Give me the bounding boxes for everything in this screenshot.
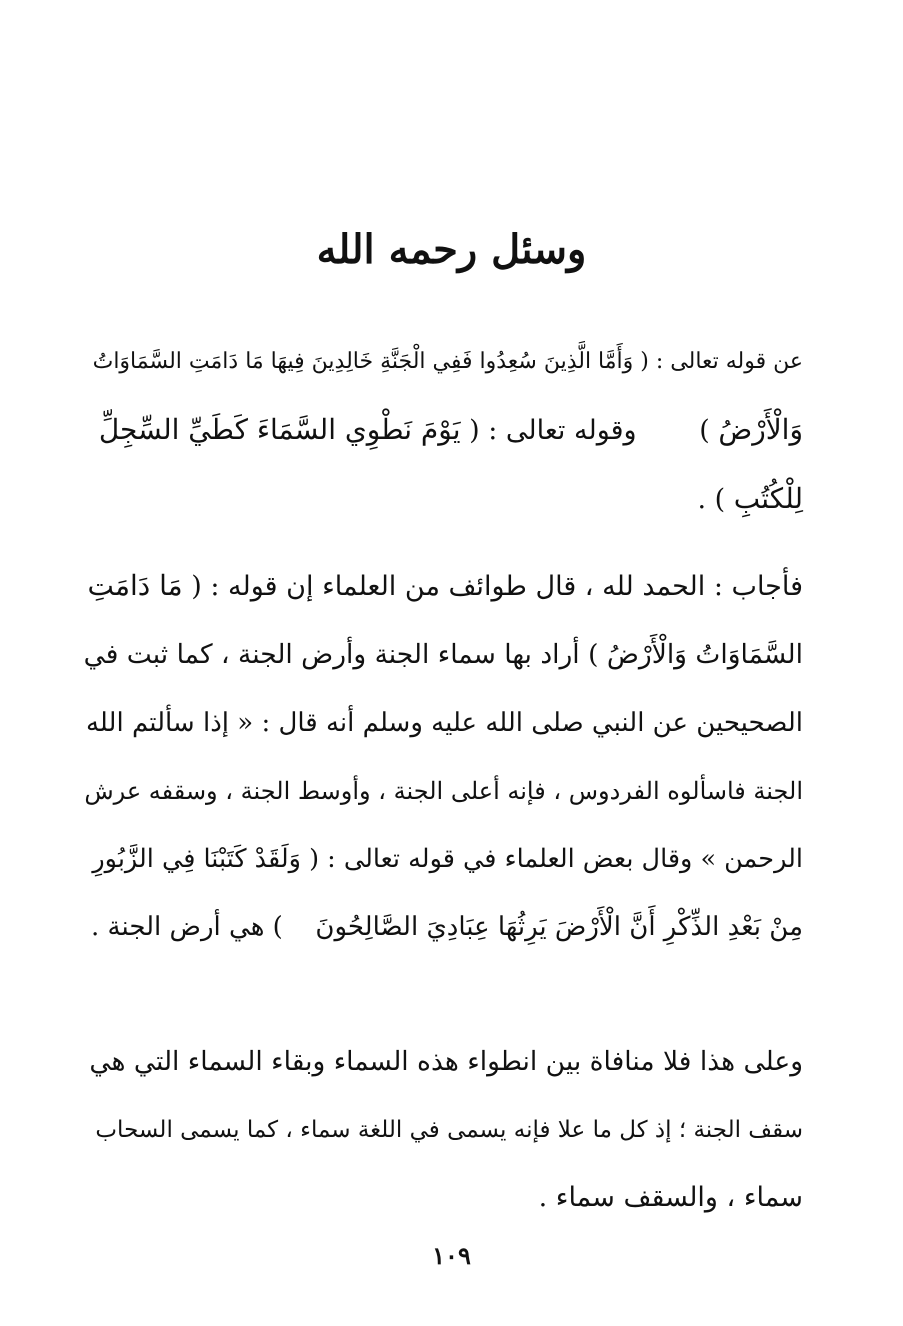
question-second-intro: وقوله تعالى : ( [469,415,637,446]
question-line-1 [83,328,803,396]
question-intro: عن قوله تعالى : ( [640,349,803,374]
quran-verse-fragment-end: السَّمَاوَاتُ وَالْأَرْضُ [606,639,803,670]
answer-line-3: الصحيحين عن النبي صلى الله عليه وسلم أنه قال : « إذا سألتم الله [85,708,803,738]
answer-line-6 [83,893,803,961]
question-paragraph [83,328,803,534]
quran-verse-hud-108-end: وَالْأَرْضُ [718,413,803,446]
answer-text: ) هي أرض الجنة . [91,912,283,942]
conclusion-line-2: سقف الجنة ؛ إذ كل ما علا فإنه يسمى في اللغة سماء ، كما يسمى السحاب [95,1117,803,1143]
answer-text: ) أراد بها سماء الجنة وأرض الجنة ، كما ثبت في [83,639,599,670]
answer-line-2 [83,621,803,689]
answer-paragraph [83,552,803,961]
page-number: ١٠٩ [432,1241,471,1270]
quran-verse-anbiya-105: وَلَقَدْ كَتَبْنَا فِي الزَّبُورِ [92,844,301,874]
answer-intro: فأجاب : الحمد لله ، قال طوائف من العلماء إن قوله : ( [191,571,803,602]
answer-line-5 [83,825,803,893]
quran-verse-hud-108: وَأَمَّا الَّذِينَ سُعِدُوا فَفِي الْجَنَّةِ خَالِدِينَ فِيهَا مَا دَامَتِ السَّمَاوَاتُ [92,349,634,374]
conclusion-line-1: وعلى هذا فلا منافاة بين انطواء هذه السماء وبقاء السماء التي هي [89,1046,803,1077]
quran-verse-anbiya-104-end: لِلْكُتُبِ [733,482,803,515]
quran-verse-fragment: مَا دَامَتِ [87,569,183,602]
answer-line-1 [83,552,803,621]
bracket-close: ) [699,415,710,446]
conclusion-line-3: سماء ، والسقف سماء . [538,1182,803,1213]
bracket-close: ) . [697,484,726,515]
question-line-2 [83,396,803,465]
quran-verse-anbiya-104: يَوْمَ نَطْوِي السَّمَاءَ كَطَيِّ السِّجِلِّ [98,413,461,446]
answer-text: الرحمن » وقال بعض العلماء في قوله تعالى : ( [309,844,803,874]
question-line-3 [83,465,803,534]
conclusion-paragraph [83,1028,803,1232]
section-heading: وسئل رحمه الله [316,226,587,273]
quran-verse-anbiya-105-end: مِنْ بَعْدِ الذِّكْرِ أَنَّ الْأَرْضَ يَرِثُهَا عِبَادِيَ الصَّالِحُونَ [315,912,803,942]
answer-line-4: الجنة فاسألوه الفردوس ، فإنه أعلى الجنة ، وأوسط الجنة ، وسقفه عرش [84,777,803,805]
